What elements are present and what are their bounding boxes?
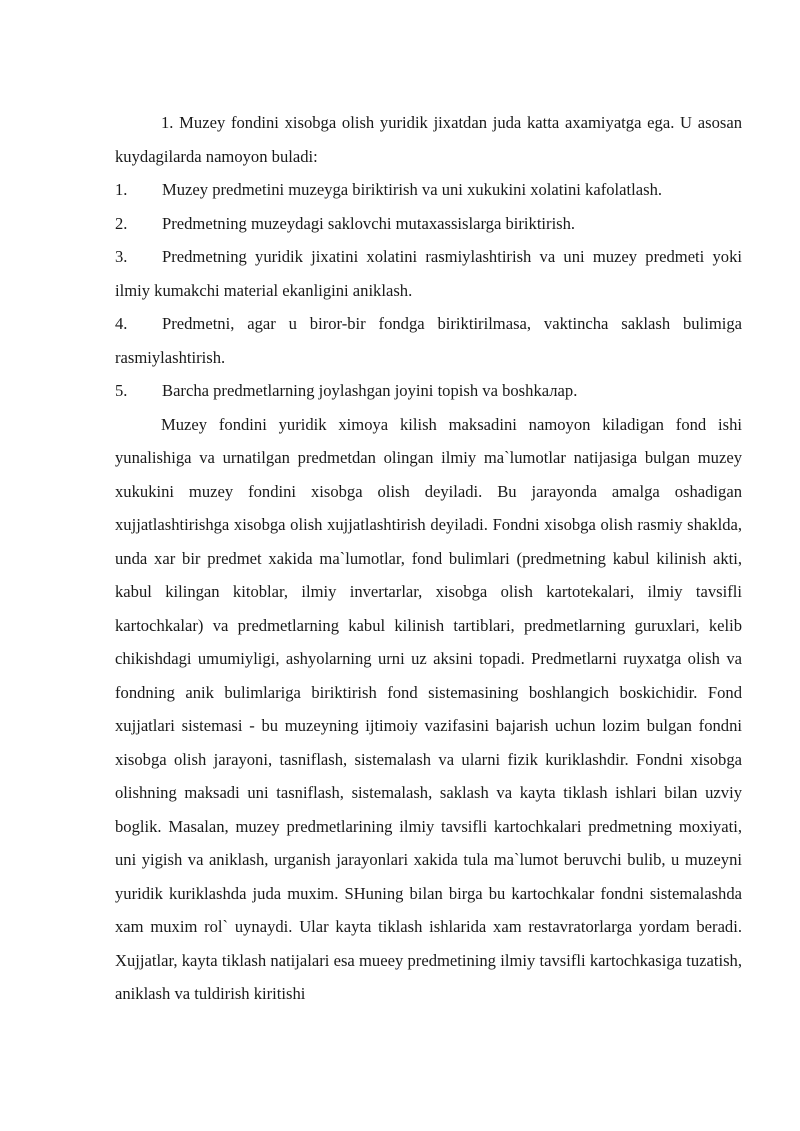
document-page xyxy=(115,106,742,1011)
list-item xyxy=(115,207,742,241)
list-item xyxy=(115,173,742,207)
list-text: Predmetni, agar u biror-bir fondga biriktirilmasa, vaktincha saklash bulimiga rasmiylashtirish. xyxy=(115,314,742,367)
intro-paragraph: 1. Muzey fondini xisobga olish yuridik jixatdan juda katta axamiyatga ega. U asosan kuydagilarda namoyon buladi: xyxy=(115,113,742,166)
body-paragraph: Muzey fondini yuridik ximoya kilish maksadini namoyon kiladigan fond ishi yunalishiga va urnatilgan predmetdan olingan ilmiy ma`lumotlar natijasiga bulgan muzey xukukini muzey fondini xisobga olish deyiladi. Bu jarayonda amalga oshadigan xujjatlashtirishga xisobga olish xujjatlashtirish deyiladi. Fondni xisobga olish rasmiy shaklda, unda xar bir predmet xakida ma`lumotlar, fond bulimlari (predmetning kabul kilinish akti, kabul kilingan kitoblar, ilmiy invertarlar, xisobga olish kartotekalari, ilmiy tavsifli kartochkalar) va predmetlarning kabul kilinish tartiblari, predmetlarning guruxlari, kelib chikishdagi umumiyligi, ashyolarning urni uz aksini topadi. Predmetlarni ruyxatga olish va fondning anik bulimlariga biriktirish fond sistemasining boshlangich boskichidir. Fond xujjatlari sistemasi - bu muzeyning ijtimoiy vazifasini bajarish uchun lozim bulgan fondni xisobga olish jarayoni, tasniflash, sistemalash va ularni fizik kuriklashdir. Fondni xisobga olishning maksadi uni tasniflash, sistemalash, saklash va kayta tiklash ishlari bilan uzviy boglik. Masalan, muzey predmetlarining ilmiy tavsifli kartochkalari predmetning moxiyati, uni yigish va aniklash, urganish jarayonlari xakida tula ma`lumot beruvchi bulib, u muzeyni yuridik kuriklashda juda muxim. SHuning bilan birga bu kartochkalar fondni sistemalashda xam muxim rol` uynaydi. Ular kayta tiklash ishlarida xam restavratorlarga yordam beradi. Xujjatlar, kayta tiklash natijalari esa mueey predmetining ilmiy tavsifli kartochkasiga tuzatish, aniklash va tuldirish kiritishi xyxy=(115,414,742,1003)
list-number: 5. xyxy=(115,381,128,400)
list-item xyxy=(115,374,742,408)
list-text: Barcha predmetlarning joylashgan joyini topish va boshkалар. xyxy=(162,381,578,400)
list-number: 1. xyxy=(115,180,128,199)
list-item xyxy=(115,307,742,374)
list-item xyxy=(115,240,742,307)
list-number: 4. xyxy=(115,314,128,333)
list-text: Muzey predmetini muzeyga biriktirish va uni xukukini xolatini kafolatlash. xyxy=(162,180,663,199)
list-text: Predmetning yuridik jixatini xolatini rasmiylashtirish va uni muzey predmeti yoki ilmiy kumakchi material ekanligini aniklash. xyxy=(115,247,742,300)
list-number: 3. xyxy=(115,247,128,266)
list-number: 2. xyxy=(115,213,128,233)
list-text: Predmetning muzeydagi saklovchi mutaxassislarga biriktirish. xyxy=(162,213,576,233)
